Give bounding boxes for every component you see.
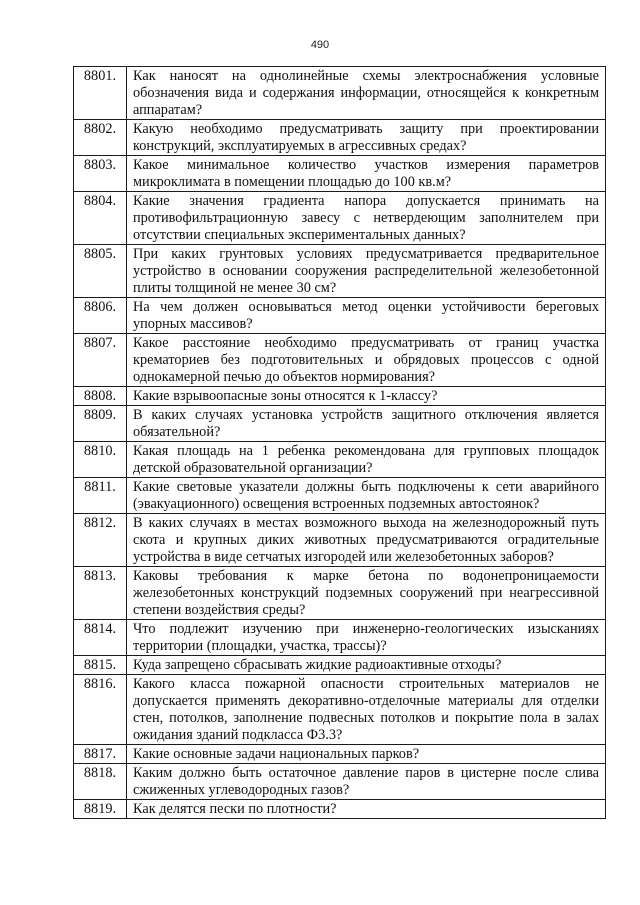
question-number: 8805. <box>74 245 127 298</box>
question-number: 8802. <box>74 120 127 156</box>
question-number: 8815. <box>74 656 127 675</box>
question-row <box>74 745 606 764</box>
question-row <box>74 406 606 442</box>
question-row <box>74 387 606 406</box>
question-text: Какое минимальное количество участков измерения параметров микроклимата в помещении площадью до 100 кв.м? <box>127 156 606 192</box>
question-number: 8814. <box>74 620 127 656</box>
question-number: 8809. <box>74 406 127 442</box>
question-row <box>74 478 606 514</box>
question-number: 8801. <box>74 67 127 120</box>
question-number: 8804. <box>74 192 127 245</box>
question-text: В каких случаях установка устройств защитного отключения является обязательной? <box>127 406 606 442</box>
question-text: Какие основные задачи национальных парков? <box>127 745 606 764</box>
question-text: Что подлежит изучению при инженерно-геологических изысканиях территории (площадки, участка, трассы)? <box>127 620 606 656</box>
question-row <box>74 620 606 656</box>
question-row <box>74 656 606 675</box>
question-row <box>74 334 606 387</box>
question-text: Какого класса пожарной опасности строительных материалов не допускается применять декоративно-отделочные материалы для отделки стен, потолков, заполнение подвесных потолков и покрытие пола в залах ожидания зданий подкласса Ф3.3? <box>127 675 606 745</box>
question-text: Куда запрещено сбрасывать жидкие радиоактивные отходы? <box>127 656 606 675</box>
question-text: Какое расстояние необходимо предусматривать от границ участка крематориев без подготовительных и обрядовых процессов с одной однокамерной печью до объектов нормирования? <box>127 334 606 387</box>
question-row <box>74 67 606 120</box>
question-row <box>74 800 606 819</box>
questions-table-body <box>74 67 606 819</box>
question-row <box>74 442 606 478</box>
question-text: Каковы требования к марке бетона по водонепроницаемости железобетонных конструкций подземных сооружений при неагрессивной степени воздействия среды? <box>127 567 606 620</box>
question-row <box>74 298 606 334</box>
page-number: 490 <box>310 39 330 51</box>
question-number: 8810. <box>74 442 127 478</box>
question-row <box>74 514 606 567</box>
question-text: Какие световые указатели должны быть подключены к сети аварийного (эвакуационного) освещения встроенных подземных автостоянок? <box>127 478 606 514</box>
question-text: Какая площадь на 1 ребенка рекомендована для групповых площадок детской образовательной организации? <box>127 442 606 478</box>
question-text: На чем должен основываться метод оценки устойчивости береговых упорных массивов? <box>127 298 606 334</box>
question-number: 8819. <box>74 800 127 819</box>
question-row <box>74 675 606 745</box>
question-text: Как делятся пески по плотности? <box>127 800 606 819</box>
question-row <box>74 120 606 156</box>
question-row <box>74 245 606 298</box>
question-text: Какие взрывоопасные зоны относятся к 1-классу? <box>127 387 606 406</box>
question-text: Как наносят на однолинейные схемы электроснабжения условные обозначения вида и содержания информации, относящейся к конкретным аппаратам? <box>127 67 606 120</box>
question-number: 8817. <box>74 745 127 764</box>
question-number: 8812. <box>74 514 127 567</box>
question-row <box>74 567 606 620</box>
question-number: 8807. <box>74 334 127 387</box>
question-number: 8811. <box>74 478 127 514</box>
question-text: В каких случаях в местах возможного выхода на железнодорожный путь скота и крупных диких животных предусматриваются оградительные устройства в виде сетчатых изгородей или железобетонных заборов? <box>127 514 606 567</box>
question-row <box>74 192 606 245</box>
question-text: Каким должно быть остаточное давление паров в цистерне после слива сжиженных углеводородных газов? <box>127 764 606 800</box>
questions-table <box>73 66 606 819</box>
question-row <box>74 764 606 800</box>
question-number: 8808. <box>74 387 127 406</box>
question-text: При каких грунтовых условиях предусматривается предварительное устройство в основании сооружения распределительной железобетонной плиты толщиной не менее 30 см? <box>127 245 606 298</box>
question-row <box>74 156 606 192</box>
question-text: Какие значения градиента напора допускается принимать на противофильтрационную завесу с нетвердеющим заполнителем при отсутствии специальных экспериментальных данных? <box>127 192 606 245</box>
question-number: 8806. <box>74 298 127 334</box>
question-number: 8818. <box>74 764 127 800</box>
question-number: 8803. <box>74 156 127 192</box>
question-number: 8813. <box>74 567 127 620</box>
question-text: Какую необходимо предусматривать защиту при проектировании конструкций, эксплуатируемых в агрессивных средах? <box>127 120 606 156</box>
question-number: 8816. <box>74 675 127 745</box>
